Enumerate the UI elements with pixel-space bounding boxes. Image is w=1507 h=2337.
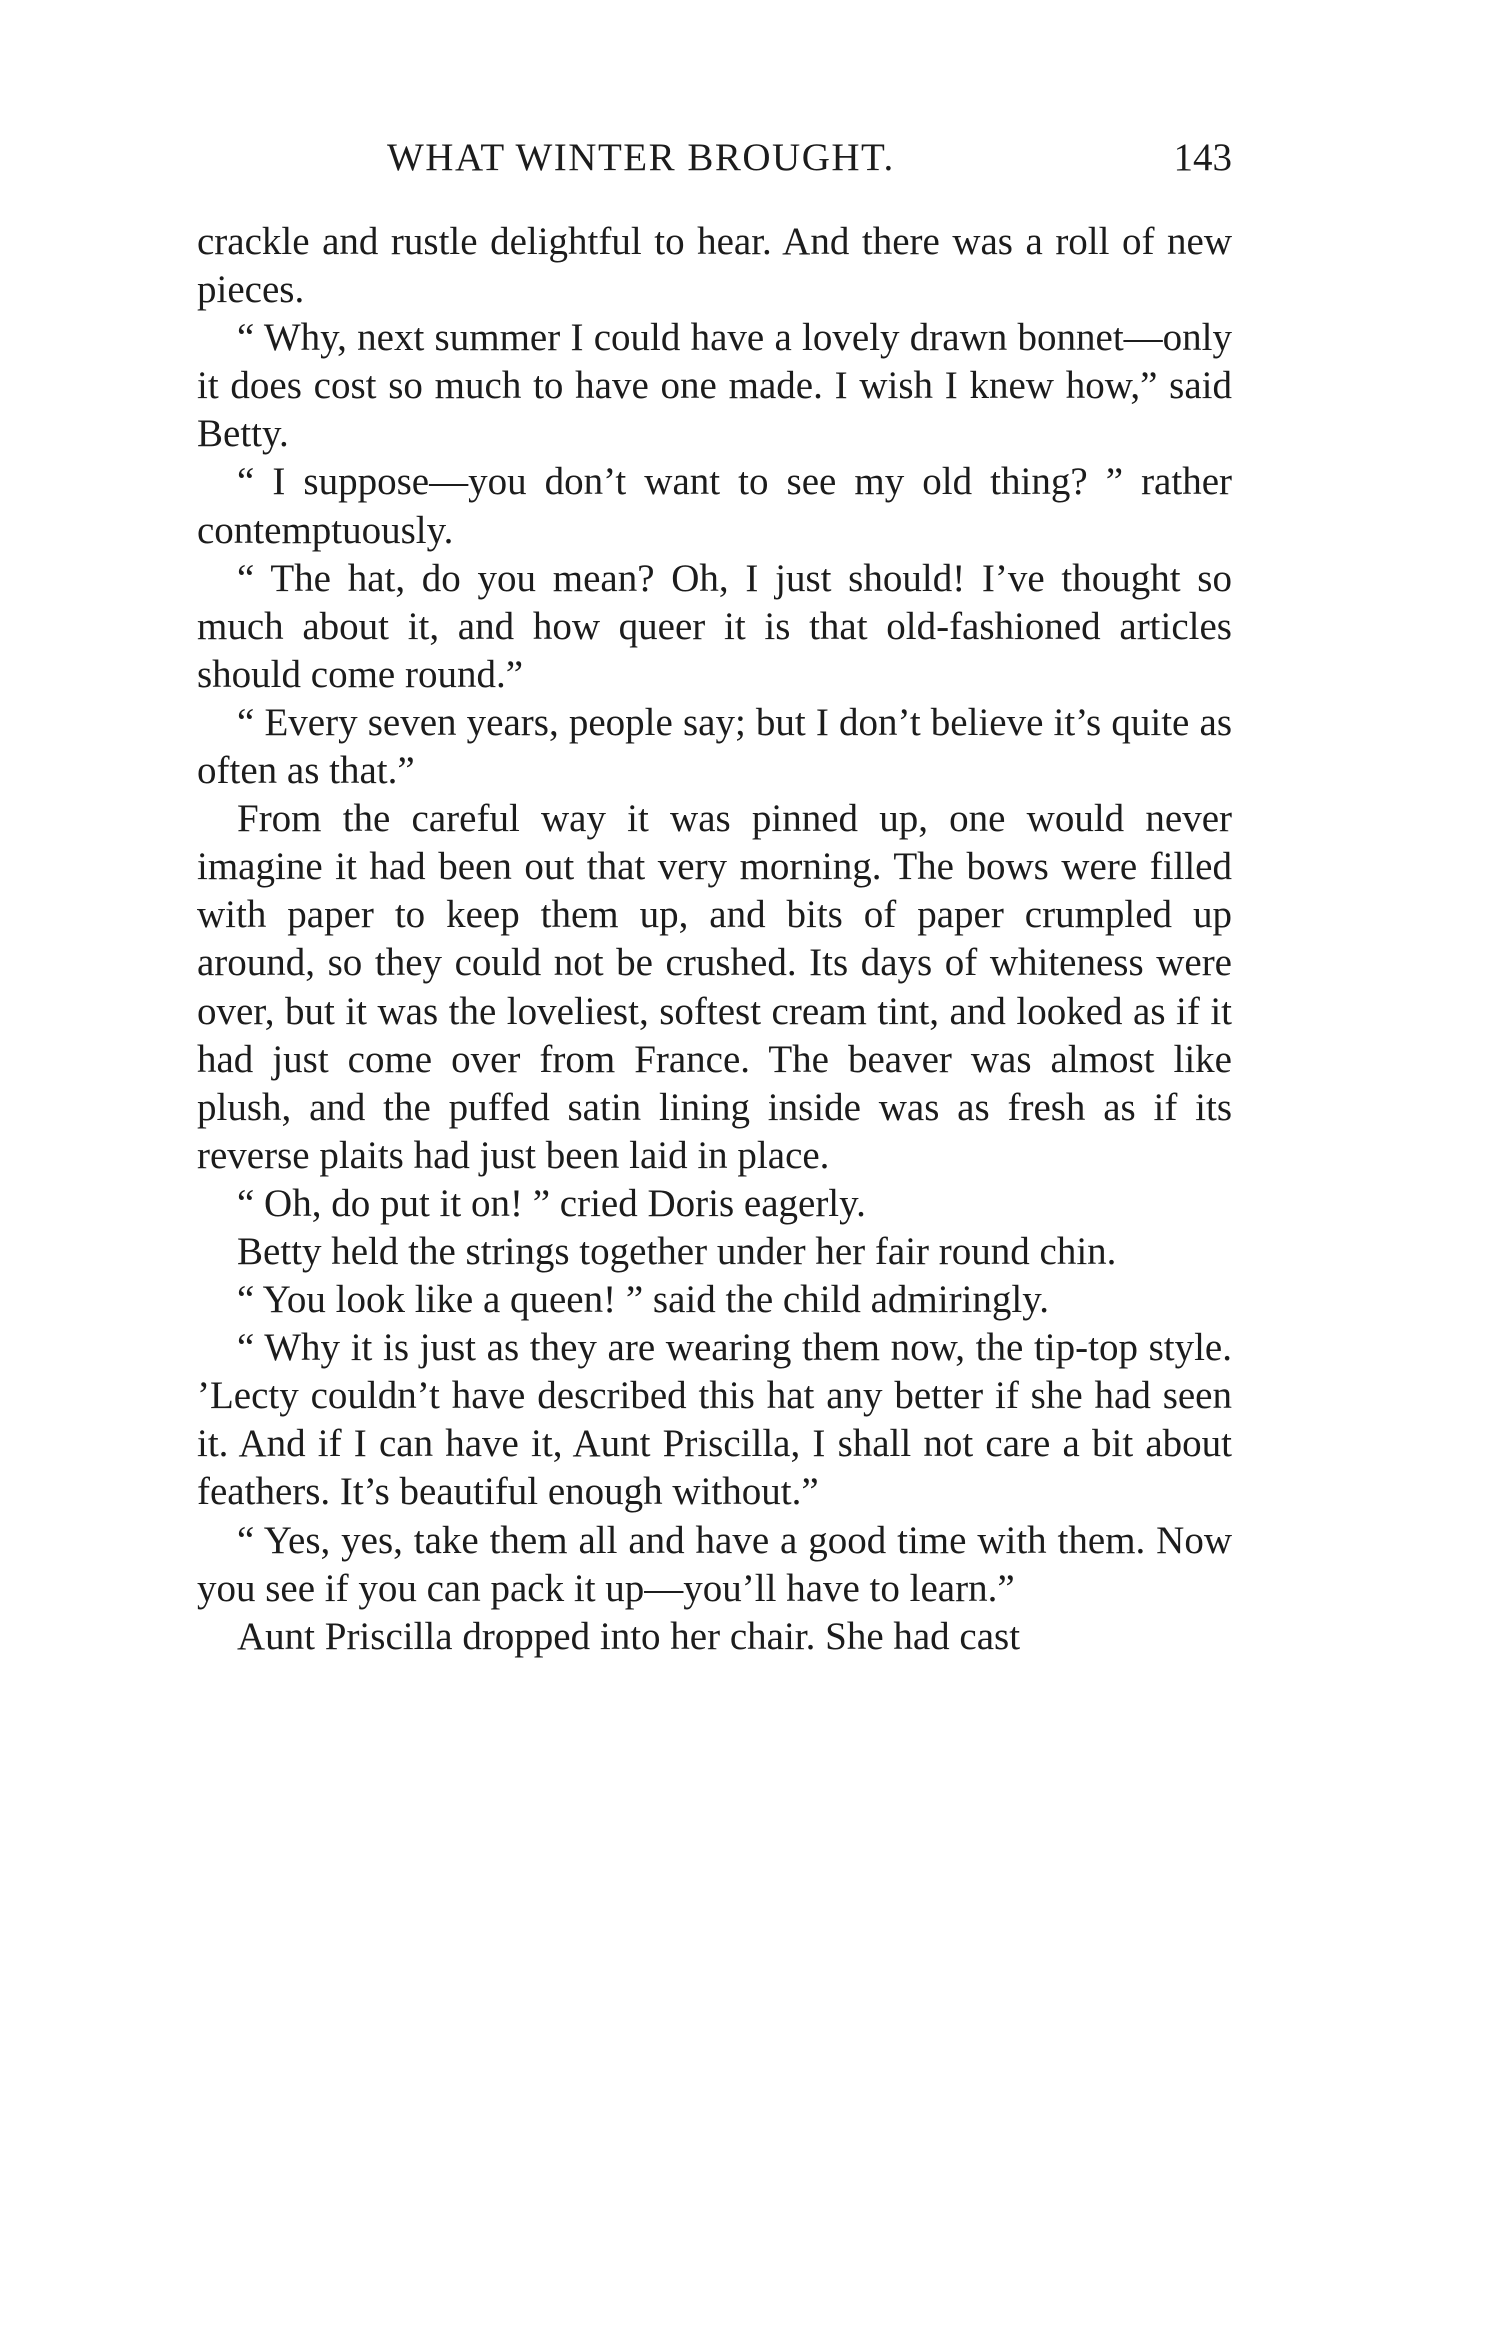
paragraph: “ Why, next summer I could have a lovely drawn bonnet—only it does cost so much to have one made. I wish I knew how,” said Betty. xyxy=(197,316,1232,456)
paragraph: “ I suppose—you don’t want to see my old thing? ” rather contemptuously. xyxy=(197,460,1232,552)
paragraph: crackle and rustle delightful to hear. And there was a roll of new pieces. xyxy=(197,220,1232,312)
running-head: WHAT WINTER BROUGHT. xyxy=(387,136,895,179)
page-header xyxy=(197,128,1232,188)
paragraph: Aunt Priscilla dropped into her chair. She had cast xyxy=(237,1614,1021,1658)
paragraph: “ The hat, do you mean? Oh, I just should! I’ve thought so much about it, and how queer it is that old-fashioned articles should come round.” xyxy=(197,556,1232,696)
paragraph: From the careful way it was pinned up, one would never imagine it had been out that very morning. The bows were filled with paper to keep them up, and bits of paper crumpled up around, so they could not be crushed. Its days of whiteness were over, but it was the loveliest, softest cream tint, and looked as if it had just come over from France. The beaver was almost like plush, and the puffed satin lining inside was as fresh as if its reverse plaits had just been laid in place. xyxy=(197,797,1232,1177)
paragraph: “ Yes, yes, take them all and have a good time with them. Now you see if you can pack it up—you’ll have to learn.” xyxy=(197,1518,1232,1610)
paragraph: “ You look like a queen! ” said the child admiringly. xyxy=(237,1278,1049,1322)
paragraph: “ Why it is just as they are wearing them now, the tip-top style. ’Lecty couldn’t have described this hat any better if she had seen it. And if I can have it, Aunt Priscilla, I shall not care a bit about feathers. It’s beautiful enough without.” xyxy=(197,1326,1232,1514)
page-number: 143 xyxy=(1173,136,1232,179)
paragraph: Betty held the strings together under her fair round chin. xyxy=(237,1229,1117,1273)
body-text xyxy=(197,218,1232,1661)
paragraph: “ Every seven years, people say; but I don’t believe it’s quite as often as that.” xyxy=(197,700,1232,793)
paragraph: “ Oh, do put it on! ” cried Doris eagerly. xyxy=(237,1181,866,1225)
